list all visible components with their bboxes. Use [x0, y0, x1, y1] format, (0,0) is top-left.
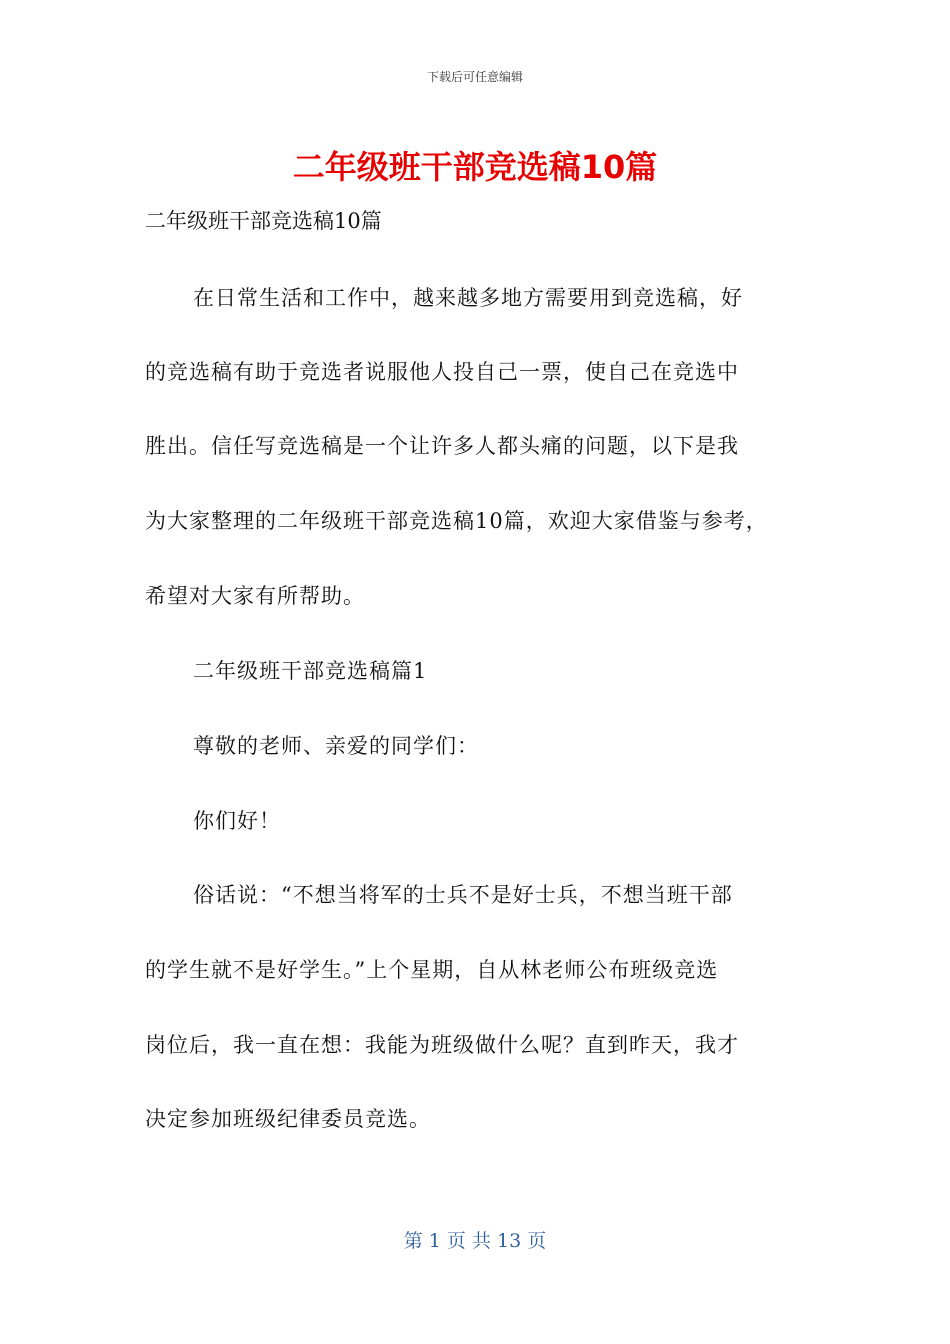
paragraph-line: 俗话说：“不想当将军的士兵不是好士兵，不想当班干部 — [193, 883, 733, 907]
document-title: 二年级班干部竞选稿10篇 — [292, 148, 658, 186]
salutation: 尊敬的老师、亲爱的同学们： — [193, 734, 479, 758]
paragraph-line: 的竞选稿有助于竞选者说服他人投自己一票，使自己在竞选中 — [145, 360, 739, 384]
paragraph-line: 胜出。信任写竞选稿是一个让许多人都头痛的问题，以下是我 — [145, 434, 739, 458]
paragraph-line: 为大家整理的二年级班干部竞选稿10篇，欢迎大家借鉴与参考， — [145, 509, 768, 533]
document-subtitle: 二年级班干部竞选稿10篇 — [145, 209, 382, 233]
paragraph-line: 在日常生活和工作中，越来越多地方需要用到竞选稿，好 — [193, 286, 743, 310]
page-footer: 第 1 页 共 13 页 — [403, 1230, 547, 1252]
paragraph-line: 希望对大家有所帮助。 — [145, 584, 365, 608]
paragraph-line: 的学生就不是好学生。”上个星期，自从林老师公布班级竞选 — [145, 958, 719, 982]
paragraph-line: 决定参加班级纪律委员竞选。 — [145, 1107, 431, 1131]
paragraph-line: 岗位后，我一直在想：我能为班级做什么呢？直到昨天，我才 — [145, 1033, 739, 1057]
header-note: 下载后可任意编辑 — [426, 70, 523, 84]
section-heading: 二年级班干部竞选稿篇1 — [193, 659, 428, 683]
greeting: 你们好！ — [193, 809, 281, 833]
